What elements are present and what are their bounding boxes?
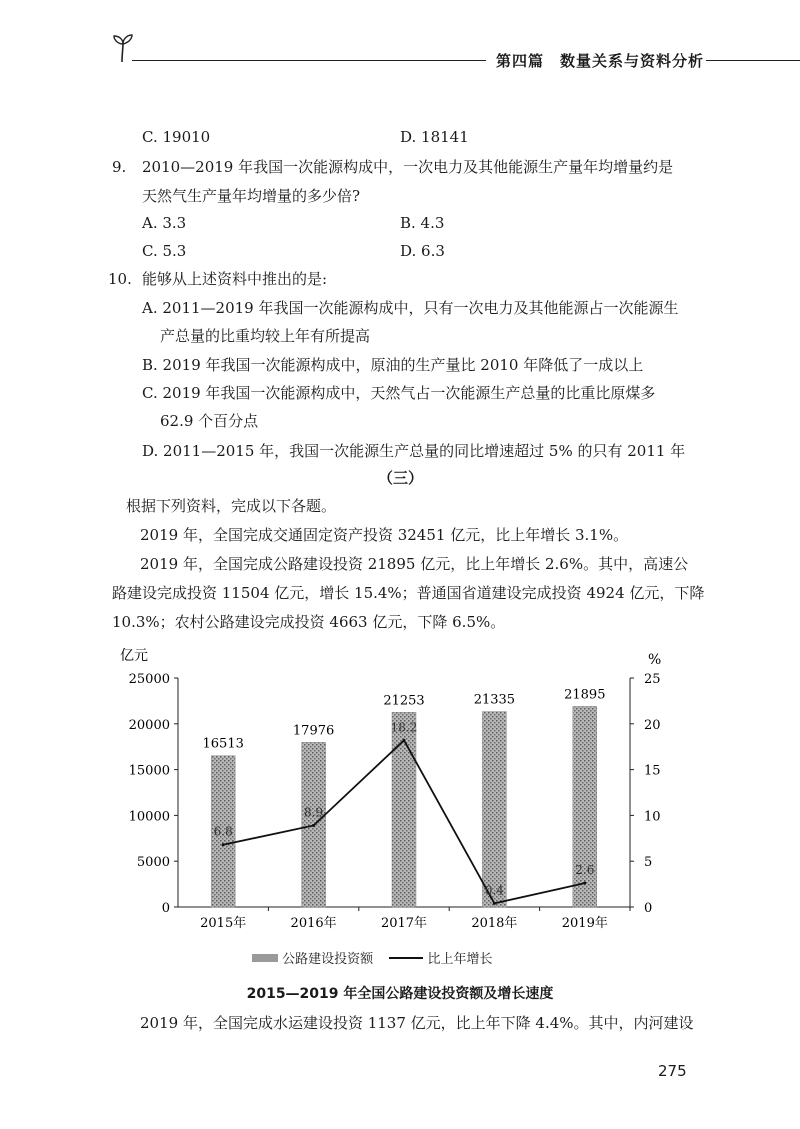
right-tick-label: 0	[644, 901, 653, 916]
bar-value-label: 21895	[564, 687, 606, 703]
right-tick-label: 5	[644, 855, 653, 871]
q10-option-c-line1: C. 2019 年我国一次能源构成中，天然气占一次能源生产总量的比重比原煤多	[142, 384, 656, 402]
q8-option-c: C. 19010	[142, 128, 211, 146]
bar-investment	[482, 712, 506, 907]
sprout-icon	[108, 30, 138, 64]
bar-value-label: 21253	[383, 693, 425, 709]
header-title: 第四篇 数量关系与资料分析	[496, 52, 705, 70]
x-tick-label: 2016年	[290, 916, 337, 931]
right-tick-label: 10	[644, 809, 661, 825]
q10-option-b: B. 2019 年我国一次能源构成中，原油的生产量比 2010 年降低了一成以上	[142, 356, 644, 374]
q9-option-a: A. 3.3	[142, 214, 187, 232]
q9-option-c: C. 5.3	[142, 242, 187, 260]
chart-legend	[252, 948, 492, 968]
growth-point	[583, 882, 586, 885]
q9-option-d: D. 6.3	[400, 242, 445, 260]
header-rule-left	[132, 60, 486, 61]
road-investment-chart	[100, 640, 700, 980]
growth-value-label: 0.4	[484, 883, 504, 898]
x-tick-label: 2017年	[380, 916, 428, 931]
q10-stem: 能够从上述资料中推出的是:	[142, 270, 328, 288]
right-tick-label: 25	[644, 672, 661, 687]
right-axis-unit: %	[648, 652, 662, 668]
chart-title: 2015—2019 年全国公路建设投资额及增长速度	[246, 986, 554, 1002]
growth-value-label: 8.9	[304, 805, 324, 820]
left-axis-unit: 亿元	[120, 648, 148, 664]
legend-line-label: 比上年增长	[427, 952, 493, 967]
x-tick-label: 2015年	[200, 916, 247, 931]
bar-value-label: 16513	[202, 736, 244, 752]
q10-option-a-line2: 产总量的比重均较上年有所提高	[160, 327, 371, 345]
legend-bar-label: 公路建设投资额	[282, 952, 374, 967]
q9-number: 9.	[112, 158, 127, 176]
q10-number: 10.	[108, 270, 132, 288]
left-tick-label: 0	[161, 901, 170, 916]
growth-point	[312, 824, 315, 827]
growth-value-label: 2.6	[575, 863, 595, 878]
growth-point	[222, 843, 225, 846]
header-rule-right	[706, 60, 800, 61]
left-tick-label: 15000	[128, 763, 170, 779]
growth-point	[493, 902, 496, 905]
right-tick-label: 15	[644, 763, 661, 779]
paragraph-road-line3: 10.3%；农村公路建设完成投资 4663 亿元，下降 6.5%。	[112, 613, 506, 631]
paragraph-transport-investment: 2019 年，全国完成交通固定资产投资 32451 亿元，比上年增长 3.1%。	[140, 526, 629, 544]
bar-value-label: 17976	[292, 723, 335, 739]
legend-line-swatch	[389, 957, 423, 959]
paragraph-waterway: 2019 年，全国完成水运建设投资 1137 亿元，比上年下降 4.4%。其中，内河建设	[140, 1014, 694, 1032]
x-tick-label: 2019年	[561, 916, 608, 931]
bar-value-label: 21335	[473, 692, 516, 708]
paragraph-road-line1: 2019 年，全国完成公路建设投资 21895 亿元，比上年增长 2.6%。其中，高速公	[140, 555, 689, 573]
paragraph-road-line2: 路建设完成投资 11504 亿元，增长 15.4%；普通国省道建设完成投资 4924 亿元，下降	[112, 584, 705, 602]
growth-value-label: 18.2	[390, 720, 418, 735]
section-title: （三）	[378, 469, 424, 487]
x-tick-label: 2018年	[471, 916, 518, 931]
q9-option-b: B. 4.3	[400, 214, 445, 232]
legend-bar-swatch	[252, 954, 278, 962]
q10-option-d: D. 2011—2015 年，我国一次能源生产总量的同比增速超过 5% 的只有 2011 年	[142, 442, 686, 460]
right-tick-label: 20	[644, 717, 661, 733]
q9-stem-line2: 天然气生产量年均增量的多少倍?	[142, 187, 361, 205]
growth-value-label: 6.8	[213, 824, 233, 839]
page-number: 275	[658, 1062, 687, 1080]
q10-option-a-line1: A. 2011—2019 年我国一次能源构成中，只有一次电力及其他能源占一次能源生	[142, 299, 679, 317]
left-tick-label: 20000	[128, 717, 170, 733]
q8-option-d: D. 18141	[400, 128, 469, 146]
growth-point	[403, 739, 406, 742]
q10-option-c-line2: 62.9 个百分点	[160, 412, 259, 430]
left-tick-label: 5000	[136, 855, 170, 871]
section-intro: 根据下列资料，完成以下各题。	[126, 497, 337, 515]
left-tick-label: 25000	[128, 672, 170, 687]
q9-stem-line1: 2010—2019 年我国一次能源构成中，一次电力及其他能源生产量年均增量约是	[142, 158, 674, 176]
left-tick-label: 10000	[128, 809, 170, 825]
